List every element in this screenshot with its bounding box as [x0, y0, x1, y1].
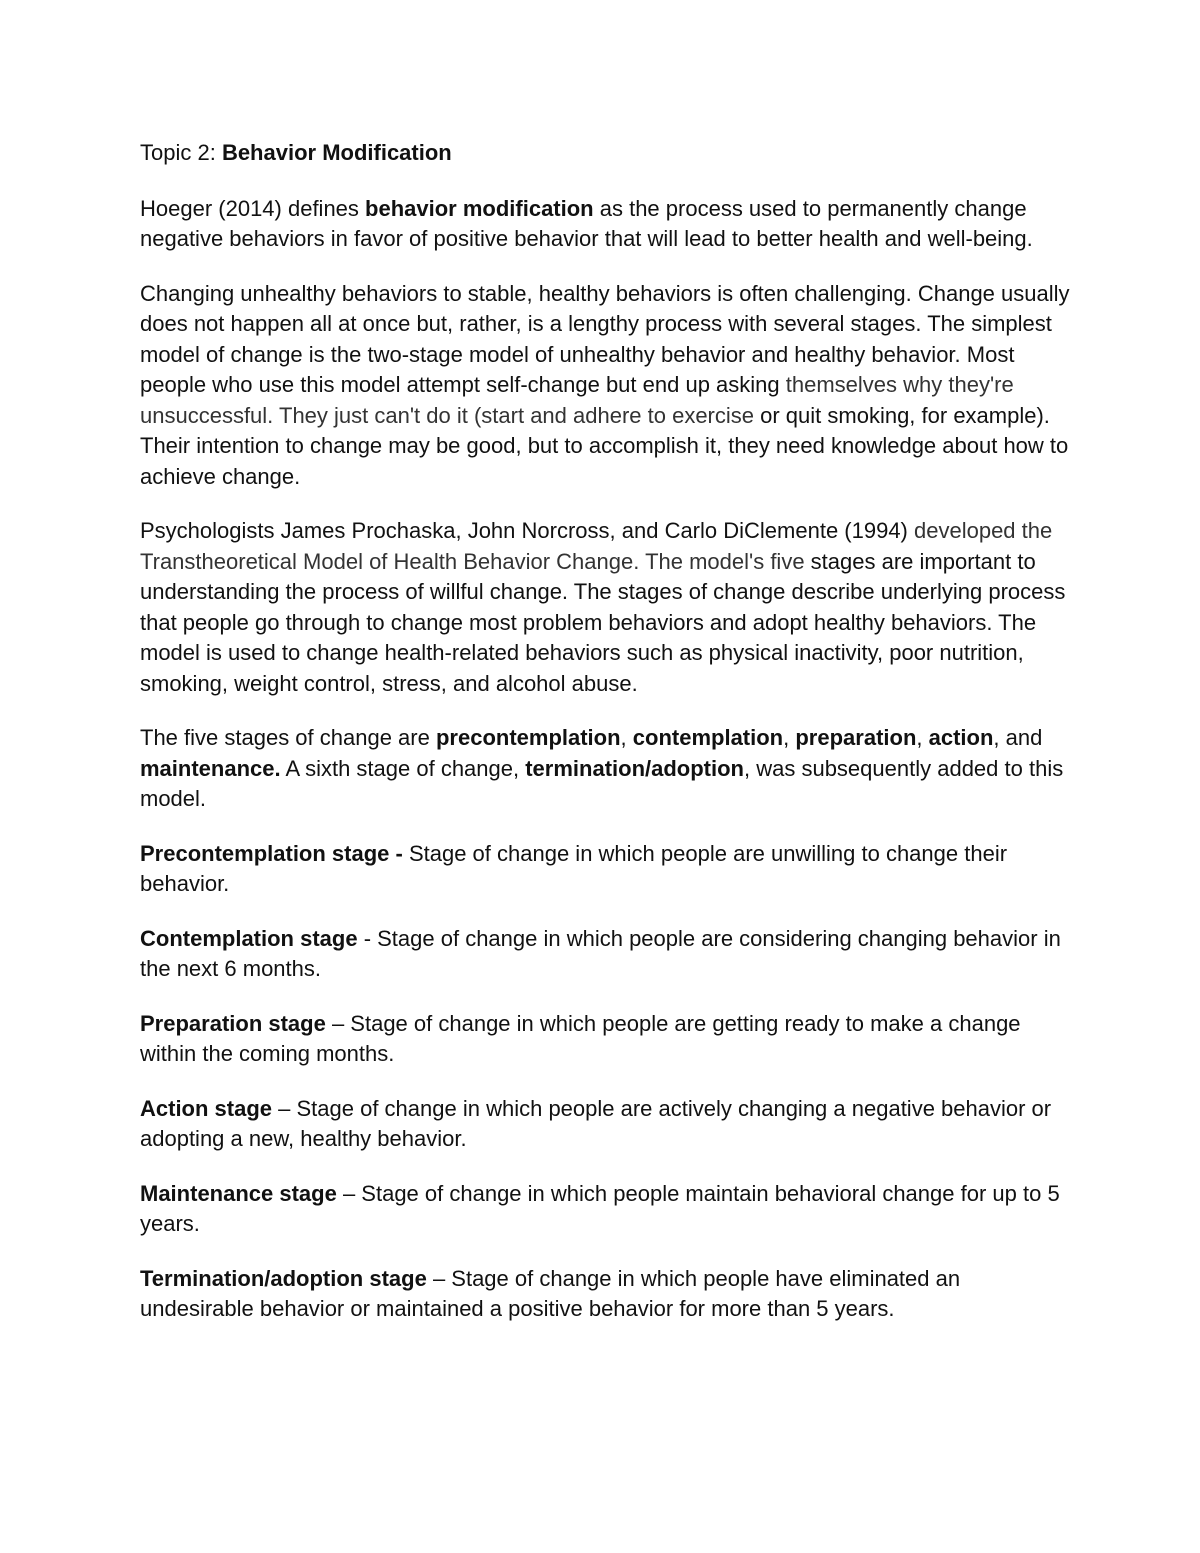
- paragraph-text: The five stages of change are: [140, 725, 436, 750]
- stage-description: – Stage of change in which people are actively changing a negative behavior or adopting a new, healthy behavior.: [140, 1095, 1052, 1151]
- stage-definition-preparation: [140, 1009, 1075, 1070]
- paragraph-text: Psychologists James Prochaska, John Norcross, and Carlo DiClemente (1994): [140, 518, 914, 543]
- stage-description: – Stage of change in which people have eliminated an undesirable behavior or maintained a positive behavior for more than 5 years.: [140, 1265, 961, 1321]
- paragraph-text: A sixth stage of change,: [280, 755, 526, 781]
- stage-name: Maintenance stage: [140, 1180, 337, 1206]
- stage-definition-action: [140, 1094, 1075, 1155]
- paragraph-change-challenge: [140, 279, 1075, 493]
- stage-definition-contemplation: [140, 924, 1075, 985]
- stage-name: Contemplation stage: [140, 925, 358, 951]
- paragraph-transtheoretical-model: [140, 516, 1075, 699]
- stage-definition-precontemplation: [140, 839, 1075, 900]
- paragraph-text: stages are important to understanding the process of willful change. The stages of change describe underlying process that people go through to change most problem behaviors and adopt healthy behaviors. The model is used to change health-related behaviors such as physical inactivity, poor nutrition, smoking, weight control, stress, and alcohol abuse.: [140, 548, 1066, 696]
- bold-term: action: [928, 725, 994, 750]
- stage-definition-maintenance: [140, 1179, 1075, 1240]
- title-bold: Behavior Modification: [221, 140, 452, 165]
- paragraph-text: Changing unhealthy behaviors to stable, healthy behaviors is often challenging. Change usually does not happen all at once but, rather, is a lengthy process with several stages. The simplest model of change is the two-stage model of unhealthy behavior and healthy behavior. Most people who use this model attempt self-change but end up asking: [140, 280, 1070, 397]
- paragraph-text: as the process used to permanently change negative behaviors in favor of positive behavior that will lead to better health and well-being.: [140, 195, 1033, 251]
- paragraph-text: Hoeger (2014) defines: [140, 195, 366, 221]
- bold-term: termination/adoption: [525, 755, 744, 781]
- paragraph-definition: [140, 194, 1075, 255]
- stage-description: Stage of change in which people are unwilling to change their behavior.: [140, 840, 1008, 896]
- bold-term: precontemplation: [435, 725, 621, 750]
- paragraph-five-stages: [140, 723, 1075, 815]
- paragraph-text: , was subsequently added to this model.: [140, 755, 1064, 811]
- stage-description: – Stage of change in which people are getting ready to make a change within the coming months.: [140, 1010, 1021, 1066]
- title-prefix: Topic 2:: [140, 140, 222, 165]
- bold-term: contemplation: [632, 725, 784, 750]
- stage-name: Preparation stage: [140, 1010, 326, 1036]
- stage-name: Action stage: [140, 1095, 273, 1121]
- paragraph-text: ,: [783, 725, 796, 750]
- stage-name: Precontemplation stage -: [140, 840, 403, 866]
- bold-term: preparation: [795, 725, 917, 750]
- stage-description: – Stage of change in which people maintain behavioral change for up to 5 years.: [140, 1180, 1060, 1236]
- stage-definition-termination: [140, 1264, 1075, 1325]
- paragraph-text-light: developed the Transtheoretical Model of Health Behavior Change. The model's five: [140, 518, 1053, 574]
- page-title: [140, 138, 1075, 169]
- document-page: [140, 138, 1075, 1349]
- paragraph-text: ,: [620, 725, 633, 750]
- paragraph-text: , and: [993, 725, 1043, 750]
- paragraph-text-light: themselves why they're unsuccessful. They just can't do it (start and adhere to exercise: [140, 372, 1014, 428]
- stage-name: Termination/adoption stage: [140, 1265, 427, 1291]
- paragraph-text: or quit smoking, for example). Their intention to change may be good, but to accomplish it, they need knowledge about how to achieve change.: [140, 402, 1069, 489]
- paragraph-text: ,: [916, 725, 929, 750]
- stage-description: - Stage of change in which people are considering changing behavior in the next 6 months.: [140, 925, 1061, 981]
- bold-term: behavior modification: [365, 195, 594, 221]
- bold-term: maintenance.: [140, 755, 281, 781]
